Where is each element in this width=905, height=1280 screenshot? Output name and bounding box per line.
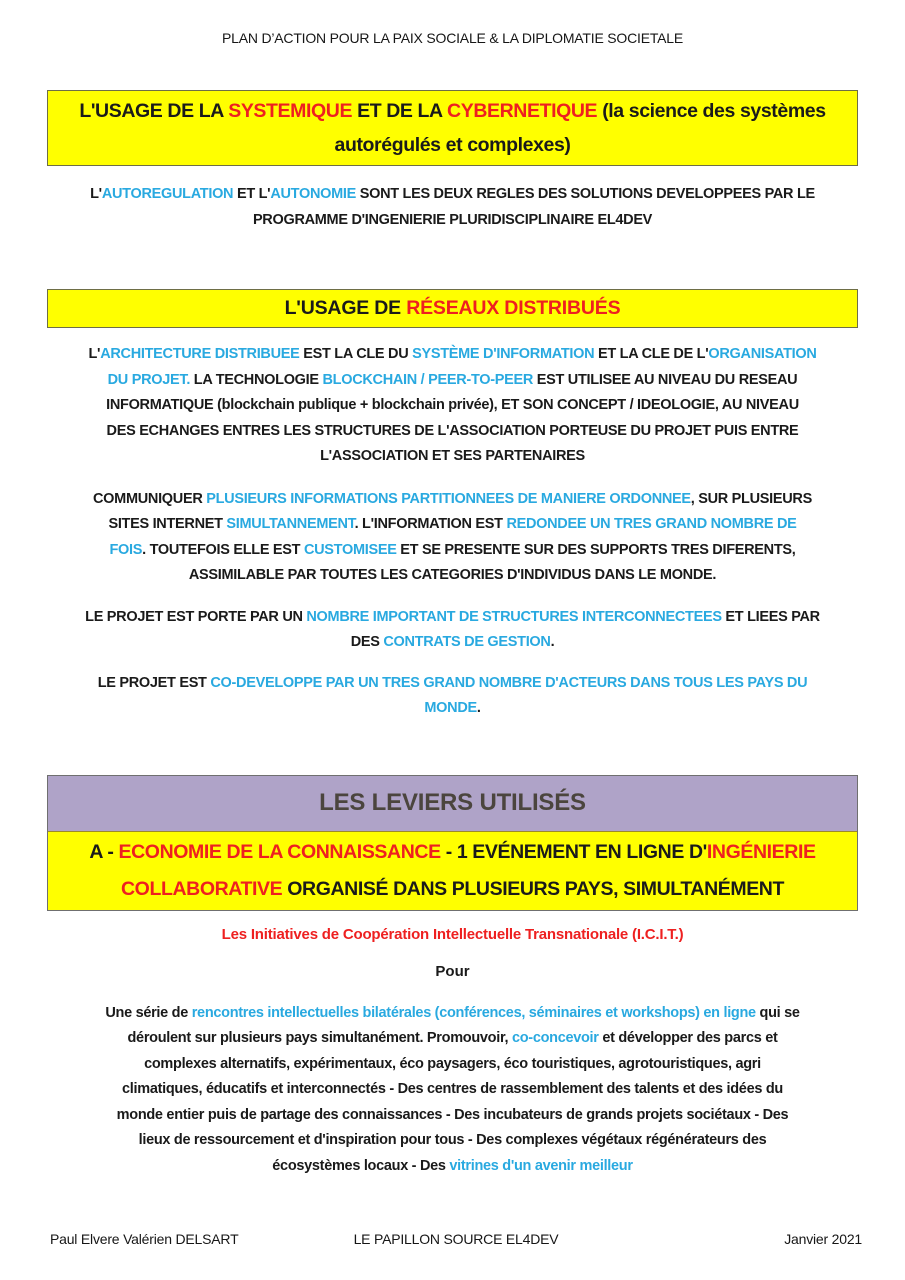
text-segment: MONDE [424, 700, 477, 716]
text-segment: SONT LES DEUX REGLES DES SOLUTIONS DEVELOPPEES PAR LE [355, 186, 815, 202]
section-leviers-utilises [47, 775, 858, 911]
paragraph-architecture-distribuee [38, 342, 867, 470]
text-segment: ASSIMILABLE PAR TOUTES LES CATEGORIES D'INDIVIDUS DANS LE MONDE. [188, 567, 717, 583]
text-segment: climatiques, éducatifs et interconnectés - Des centres de rassemblement des talents et des idées du [122, 1081, 783, 1097]
text-segment: ORGANISÉ DANS PLUSIEURS PAYS, SIMULTANÉMENT [282, 877, 784, 900]
text-segment: , SUR PLUSIEURS [690, 490, 812, 507]
text-segment: co-concevoir [511, 1030, 599, 1046]
text-segment: DU PROJET. [107, 371, 191, 388]
text-segment: EST LA CLE DU [299, 346, 413, 362]
text-segment: INGÉNIERIE [706, 840, 816, 863]
text-segment: ET DE LA [352, 100, 448, 122]
paragraph-projet-codeveloppe [38, 671, 867, 722]
text-segment: déroulent sur plusieurs pays simultanément. Promouvoir, [127, 1030, 512, 1046]
paragraph-autoregulation-autonomie [38, 182, 867, 233]
leviers-header: LES LEVIERS UTILISÉS [48, 776, 857, 831]
banner-systemique-text [58, 94, 847, 162]
leviers-sub-banner-text [56, 834, 849, 908]
text-segment: L'USAGE DE LA [79, 100, 229, 122]
text-segment: - 1 EVÉNEMENT EN LIGNE D' [440, 840, 707, 863]
section-banner-reseaux-distribues [47, 289, 858, 328]
text-segment: ET LIEES PAR [721, 608, 820, 625]
text-segment: monde entier puis de partage des connaissances - Des incubateurs de grands projets sociétaux - Des [116, 1106, 789, 1123]
text-segment: FOIS [109, 541, 143, 558]
footer-author: Paul Elvere Valérien DELSART [50, 1231, 239, 1247]
text-segment: CONTRATS DE GESTION [383, 634, 551, 650]
text-segment: qui se [755, 1004, 800, 1021]
icit-title: Les Initiatives de Coopération Intellectuelle Transnationale (I.C.I.T.) [221, 925, 684, 943]
text-segment: L' [90, 186, 102, 202]
text-segment: et développer des parcs et [598, 1030, 778, 1046]
text-segment: L' [88, 346, 101, 362]
leviers-sub-banner [48, 831, 857, 910]
text-segment: ORGANISATION [708, 346, 817, 362]
text-segment: SYSTEMIQUE [228, 100, 353, 122]
paragraph-icit-description [38, 1001, 867, 1180]
text-segment: LA TECHNOLOGIE [190, 371, 323, 388]
footer-date: Janvier 2021 [784, 1231, 862, 1247]
text-segment: RÉSEAUX DISTRIBUÉS [406, 297, 621, 319]
text-segment: ECONOMIE DE LA CONNAISSANCE [118, 840, 441, 863]
footer-project: LE PAPILLON SOURCE EL4DEV [353, 1231, 559, 1247]
text-segment: complexes alternatifs, expérimentaux, éco paysagers, éco touristiques, agrotouristiques, agri [144, 1055, 761, 1072]
text-segment: PROGRAMME D'INGENIERIE PLURIDISCIPLINAIRE EL4DEV [252, 211, 653, 228]
text-segment: INFORMATIQUE (blockchain publique + blockchain privée), ET SON CONCEPT / IDEOLOGIE, AU NIVEAU [106, 397, 799, 413]
text-segment: ET L' [233, 186, 271, 202]
text-segment: EST UTILISEE AU NIVEAU DU RESEAU [533, 371, 798, 388]
document-title: PLAN D’ACTION POUR LA PAIX SOCIALE & LA DIPLOMATIE SOCIETALE [221, 30, 684, 46]
text-segment: ET LA CLE DE L' [594, 346, 709, 362]
text-segment: COLLABORATIVE [121, 877, 283, 900]
text-segment: LE PROJET EST PORTE PAR UN [85, 608, 307, 625]
text-segment: CUSTOMISEE [303, 541, 397, 558]
text-segment: DES [350, 634, 384, 650]
text-segment: AUTOREGULATION [101, 186, 234, 202]
banner-reseaux-text [58, 292, 847, 325]
text-segment: . L'INFORMATION EST [354, 516, 507, 532]
text-segment: ET SE PRESENTE SUR DES SUPPORTS TRES DIFERENTS, [396, 541, 796, 558]
text-segment: AUTONOMIE [270, 186, 356, 202]
text-segment: rencontres intellectuelles bilatérales (conférences, séminaires et workshops) en ligne [191, 1004, 756, 1021]
text-segment: NOMBRE IMPORTANT DE STRUCTURES INTERCONNECTEES [306, 608, 722, 625]
text-segment: Une série de [105, 1004, 192, 1021]
text-segment: L'USAGE DE [284, 297, 407, 319]
text-segment: . [550, 634, 555, 650]
text-segment: BLOCKCHAIN / PEER-TO-PEER [322, 371, 534, 388]
text-segment: COMMUNIQUER [93, 490, 207, 507]
text-segment: SYSTÈME D'INFORMATION [412, 346, 595, 362]
document-footer [50, 1231, 862, 1251]
text-segment: CO-DEVELOPPE PAR UN TRES GRAND NOMBRE D'ACTEURS DANS TOUS LES PAYS DU [210, 674, 808, 691]
text-segment: ARCHITECTURE DISTRIBUEE [100, 346, 300, 362]
text-segment: SITES INTERNET [108, 516, 227, 532]
text-segment: écosystèmes locaux - Des [272, 1157, 450, 1174]
text-segment: lieux de ressourcement et d'inspiration pour tous - Des complexes végétaux régénérateurs des [138, 1132, 767, 1148]
text-segment: autorégulés et complexes) [334, 134, 571, 156]
text-segment: A - [89, 840, 119, 863]
text-segment: L'ASSOCIATION ET SES PARTENAIRES [320, 448, 585, 464]
text-segment: PLUSIEURS INFORMATIONS PARTITIONNEES DE MANIERE ORDONNEE [206, 490, 691, 507]
text-segment: . TOUTEFOIS ELLE EST [142, 541, 304, 558]
text-segment: REDONDEE UN TRES GRAND NOMBRE DE [506, 516, 797, 532]
paragraph-communiquer-informations [38, 487, 867, 589]
text-segment: LE PROJET EST [97, 674, 211, 691]
paragraph-projet-porte [38, 605, 867, 656]
section-banner-systemique-cybernetique [47, 90, 858, 166]
text-segment: vitrines d'un avenir meilleur [449, 1157, 633, 1174]
text-segment: SIMULTANNEMENT [226, 516, 355, 532]
text-segment: CYBERNETIQUE [447, 100, 598, 122]
text-segment: DES ECHANGES ENTRES LES STRUCTURES DE L'ASSOCIATION PORTEUSE DU PROJET PUIS ENTRE [106, 422, 799, 439]
pour-connector: Pour [435, 962, 470, 980]
text-segment: (la science des systèmes [597, 100, 826, 122]
text-segment: . [476, 700, 481, 716]
